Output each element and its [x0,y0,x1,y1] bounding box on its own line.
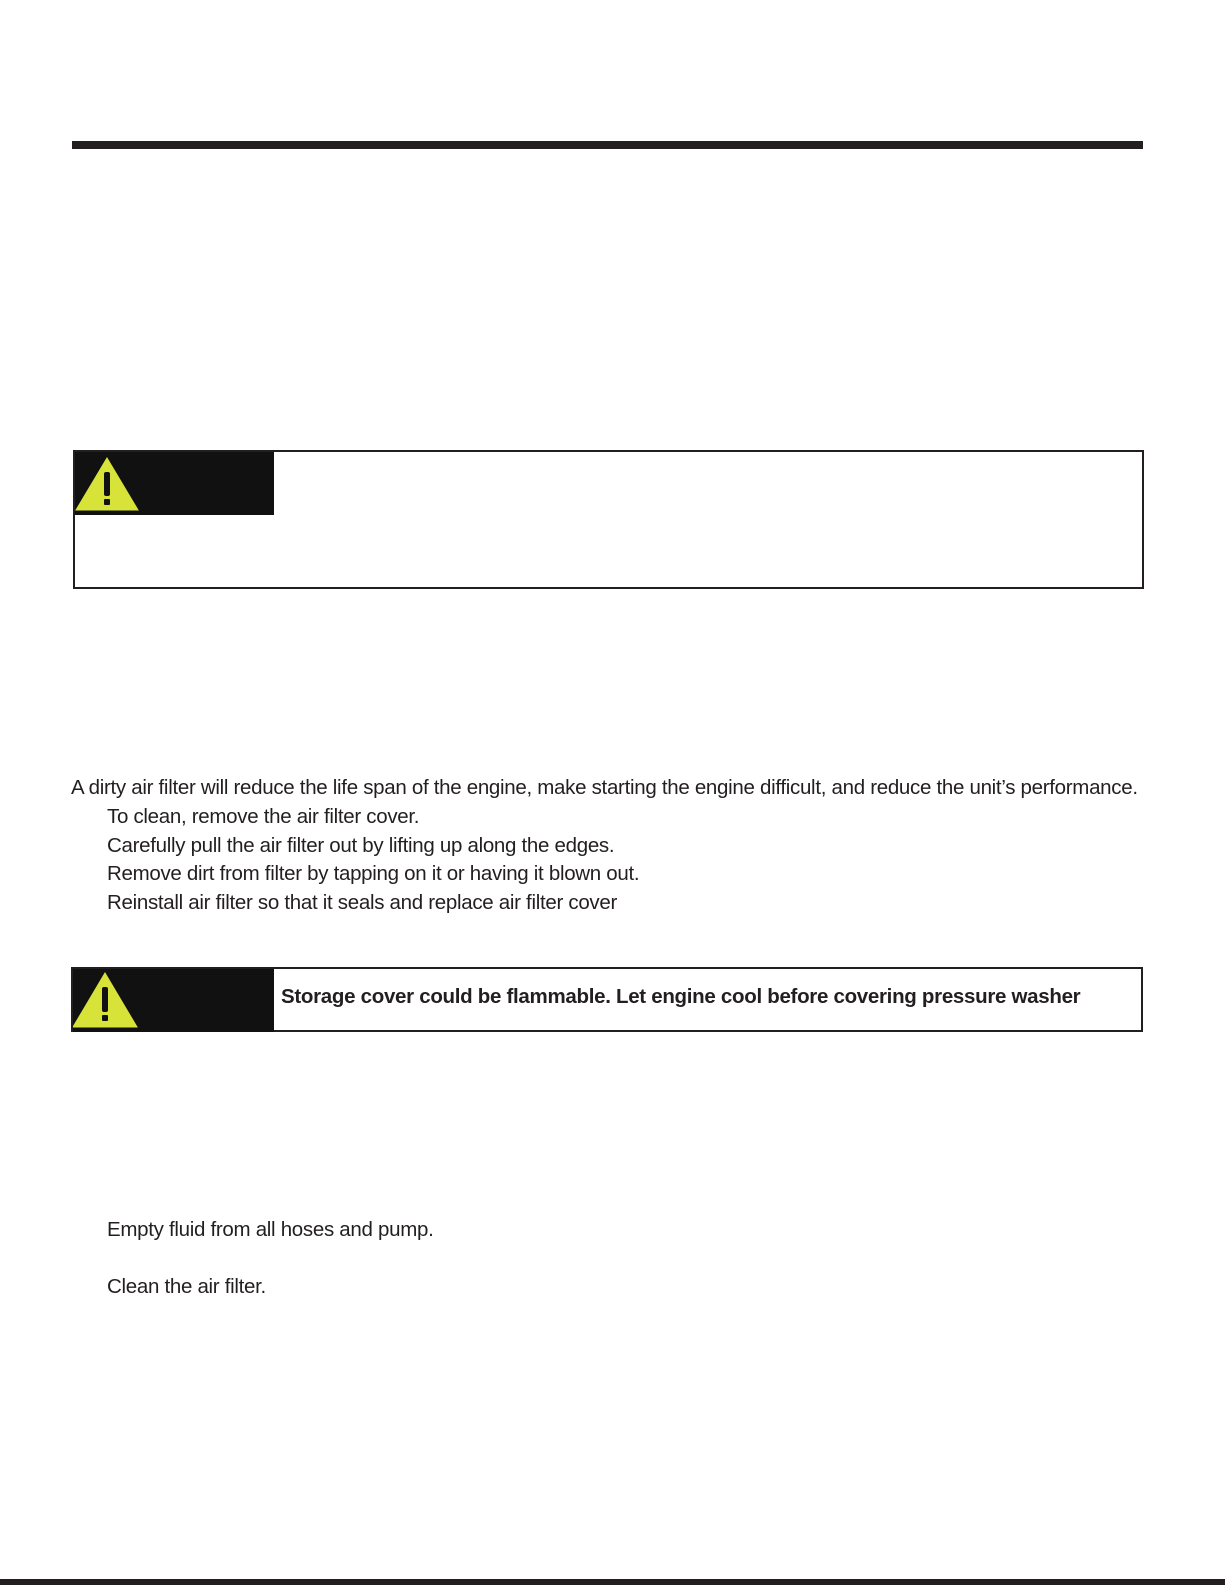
air-filter-steps [107,805,639,919]
list-item: Remove dirt from filter by tapping on it or having it blown out. [107,862,640,885]
warning-triangle-icon [73,969,143,1032]
list-item: To clean, remove the air filter cover. [107,805,420,828]
storage-item: Empty fluid from all hoses and pump. [107,1218,434,1241]
air-filter-intro: A dirty air filter will reduce the life span of the engine, make starting the engine difficult, and reduce the unit’s performance. [71,776,1138,799]
list-item: Carefully pull the air filter out by lifting up along the edges. [107,833,615,857]
list-item: Reinstall air filter so that it seals and replace air filter cover [107,890,618,914]
warning-box-2 [71,967,1143,1032]
warning-tab [73,969,274,1032]
warning-tab [75,452,274,515]
warning-triangle-icon [75,452,145,515]
warning-message-2: Storage cover could be flammable. Let engine cool before covering pressure washer [281,985,1081,1008]
storage-item: Clean the air filter. [107,1275,266,1298]
header-rule [72,141,1143,149]
footer-rule [0,1579,1225,1585]
warning-box-1 [73,450,1144,589]
